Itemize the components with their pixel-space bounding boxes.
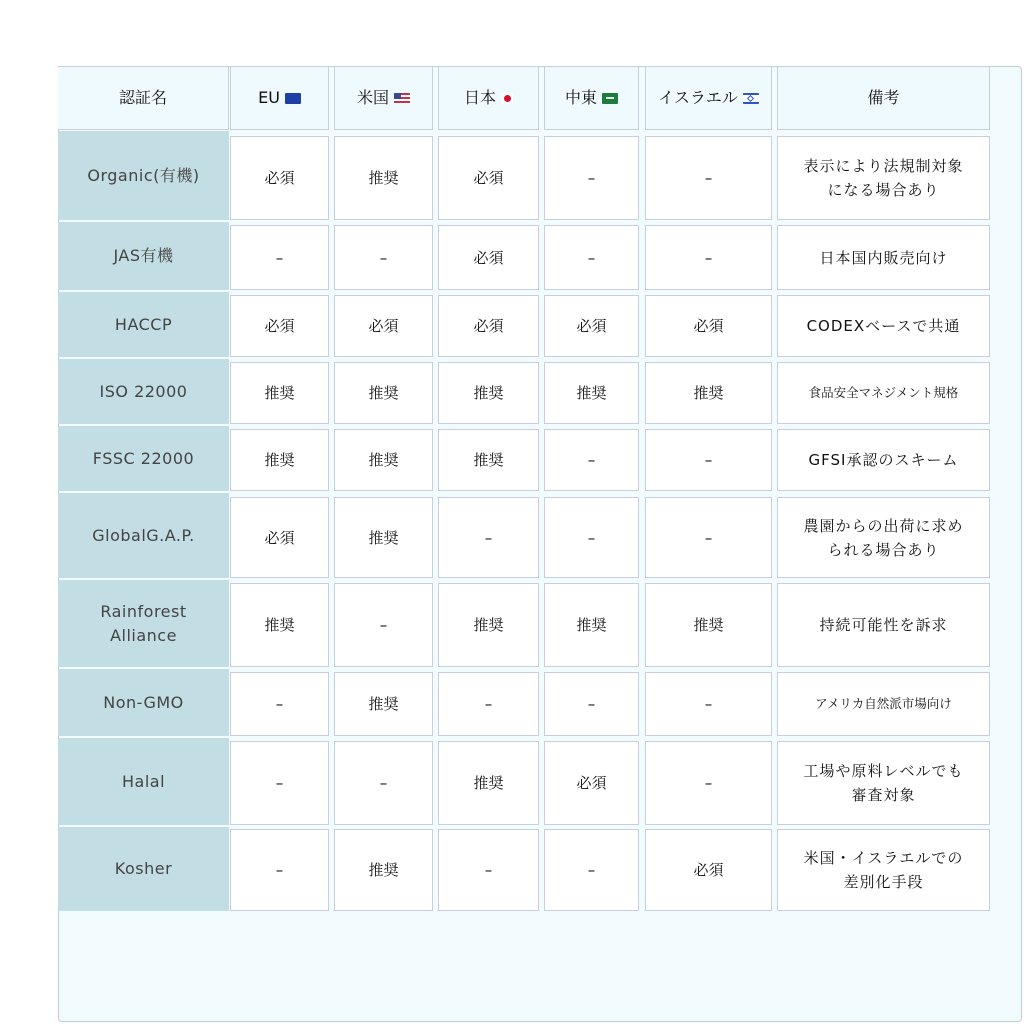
requirement-value: – — [275, 695, 284, 713]
remarks-cell — [777, 362, 990, 424]
requirement-value: 必須 — [368, 317, 399, 335]
requirement-cell-eu — [230, 225, 329, 290]
requirement-value: – — [484, 695, 493, 713]
remarks-cell — [777, 829, 990, 911]
requirement-value: 推奨 — [576, 384, 607, 402]
requirement-cell-jp — [438, 225, 539, 290]
header-us-label: 米国 — [356, 88, 389, 107]
requirement-value: 必須 — [576, 317, 607, 335]
requirement-cell-me — [544, 741, 639, 825]
requirement-cell-me — [544, 583, 639, 667]
requirement-cell-il — [645, 741, 772, 825]
remarks-cell — [777, 136, 990, 220]
japan-flag-icon — [501, 93, 513, 104]
requirement-cell-il — [645, 429, 772, 491]
requirement-value: 必須 — [264, 528, 295, 547]
requirement-cell-us — [334, 829, 433, 911]
requirement-cell-eu — [230, 362, 329, 424]
certification-name-cell — [58, 292, 229, 357]
requirement-cell-me — [544, 829, 639, 911]
requirement-value: 推奨 — [368, 451, 399, 469]
remarks-text: CODEXベースで共通 — [806, 317, 961, 335]
requirement-value: – — [379, 774, 388, 792]
requirement-cell-jp — [438, 362, 539, 424]
requirement-value: 必須 — [693, 317, 724, 335]
requirement-cell-jp — [438, 497, 539, 578]
requirement-cell-il — [645, 362, 772, 424]
header-jp — [438, 66, 539, 130]
remarks-text: 食品安全マネジメント規格 — [808, 385, 959, 400]
certification-name-cell — [58, 827, 229, 911]
requirement-value: 推奨 — [473, 616, 504, 634]
requirement-cell-me — [544, 362, 639, 424]
requirement-cell-eu — [230, 829, 329, 911]
requirement-cell-us — [334, 225, 433, 290]
requirement-value: 推奨 — [576, 616, 607, 634]
requirement-value: 推奨 — [264, 451, 295, 469]
certification-name-cell — [58, 222, 229, 290]
requirement-cell-jp — [438, 583, 539, 667]
requirement-cell-us — [334, 429, 433, 491]
requirement-value: – — [587, 695, 596, 713]
requirement-value: 必須 — [473, 248, 504, 267]
remarks-text: 日本国内販売向け — [819, 248, 948, 267]
certification-name: GlobalG.A.P. — [92, 525, 195, 545]
requirement-cell-me — [544, 225, 639, 290]
requirement-cell-me — [544, 136, 639, 220]
certification-name-cell — [58, 359, 229, 424]
requirement-value: – — [275, 774, 284, 792]
requirement-cell-eu — [230, 672, 329, 736]
requirement-value: – — [379, 248, 388, 267]
requirement-cell-eu — [230, 583, 329, 667]
requirement-cell-us — [334, 583, 433, 667]
header-us — [334, 66, 433, 130]
requirement-value: – — [275, 861, 284, 879]
requirement-cell-me — [544, 295, 639, 357]
certification-name-cell — [58, 669, 229, 736]
requirement-value: – — [704, 695, 713, 713]
requirement-value: 推奨 — [368, 169, 399, 187]
remarks-text: 工場や原料レベルでも審査対象 — [803, 762, 964, 804]
requirement-value: 必須 — [264, 169, 295, 187]
remarks-cell — [777, 672, 990, 736]
certification-name-cell — [58, 426, 229, 491]
requirement-value: 推奨 — [693, 384, 724, 402]
header-name-label: 認証名 — [118, 88, 167, 107]
remarks-text: アメリカ自然派市場向け — [815, 696, 952, 711]
remarks-text: 表示により法規制対象になる場合あり — [803, 157, 964, 199]
requirement-cell-us — [334, 741, 433, 825]
header-eu-label: EU — [258, 88, 280, 107]
requirement-value: – — [587, 451, 596, 469]
requirement-cell-il — [645, 136, 772, 220]
requirement-cell-jp — [438, 136, 539, 220]
requirement-cell-eu — [230, 295, 329, 357]
requirement-value: – — [587, 169, 596, 187]
requirement-value: 推奨 — [473, 774, 504, 792]
requirement-value: 必須 — [473, 317, 504, 335]
requirement-cell-us — [334, 295, 433, 357]
remarks-text: 農園からの出荷に求められる場合あり — [803, 516, 964, 559]
header-note-label: 備考 — [867, 88, 900, 107]
remarks-cell — [777, 295, 990, 357]
certification-name-cell — [58, 493, 229, 578]
requirement-cell-us — [334, 672, 433, 736]
requirement-cell-eu — [230, 497, 329, 578]
requirement-value: – — [587, 861, 596, 879]
certification-name-cell — [58, 738, 229, 825]
requirement-value: – — [704, 248, 713, 267]
requirement-value: – — [587, 528, 596, 547]
certification-name: HACCP — [114, 314, 173, 334]
certification-name-cell — [58, 580, 229, 667]
remarks-cell — [777, 429, 990, 491]
certification-name: JAS有機 — [113, 246, 174, 265]
certification-name: FSSC 22000 — [92, 448, 195, 468]
requirement-cell-eu — [230, 429, 329, 491]
requirement-value: 推奨 — [368, 528, 399, 547]
requirement-cell-me — [544, 672, 639, 736]
requirement-value: – — [587, 248, 596, 267]
requirement-cell-us — [334, 497, 433, 578]
requirement-cell-il — [645, 225, 772, 290]
requirement-cell-jp — [438, 741, 539, 825]
certification-name: ISO 22000 — [99, 381, 188, 401]
certification-name-cell — [58, 131, 229, 220]
israel-flag-icon — [743, 93, 759, 104]
requirement-value: 必須 — [264, 317, 295, 335]
certification-name: Non-GMO — [103, 692, 184, 712]
requirement-value: – — [704, 451, 713, 469]
requirement-cell-il — [645, 583, 772, 667]
requirement-value: – — [704, 169, 713, 187]
remarks-cell — [777, 741, 990, 825]
header-note — [777, 66, 990, 130]
header-me — [544, 66, 639, 130]
requirement-cell-us — [334, 362, 433, 424]
remarks-cell — [777, 225, 990, 290]
header-il — [645, 66, 772, 130]
requirement-value: 必須 — [576, 774, 607, 792]
requirement-value: 必須 — [693, 861, 724, 879]
header-jp-label: 日本 — [463, 88, 496, 107]
requirement-value: 推奨 — [264, 616, 295, 634]
certification-name: Kosher — [114, 859, 173, 878]
requirement-cell-jp — [438, 672, 539, 736]
requirement-value: – — [704, 528, 713, 547]
requirement-value: – — [379, 616, 388, 634]
requirement-value: – — [275, 248, 284, 267]
header-eu — [230, 66, 329, 130]
requirement-value: 推奨 — [368, 384, 399, 402]
requirement-cell-il — [645, 295, 772, 357]
requirement-cell-eu — [230, 741, 329, 825]
requirement-cell-me — [544, 429, 639, 491]
us-flag-icon — [394, 93, 410, 104]
certification-name: Rainforest Alliance — [100, 601, 187, 645]
remarks-text: 持続可能性を訴求 — [819, 616, 948, 634]
requirement-cell-il — [645, 829, 772, 911]
remarks-cell — [777, 583, 990, 667]
requirement-value: 推奨 — [264, 384, 295, 402]
requirement-cell-us — [334, 136, 433, 220]
requirement-value: – — [704, 774, 713, 792]
requirement-value: 推奨 — [473, 384, 504, 402]
requirement-value: 推奨 — [368, 695, 399, 713]
requirement-cell-eu — [230, 136, 329, 220]
requirement-cell-me — [544, 497, 639, 578]
requirement-cell-jp — [438, 295, 539, 357]
eu-flag-icon — [285, 93, 301, 104]
certification-name: Organic(有機) — [87, 165, 200, 185]
requirement-value: 必須 — [473, 169, 504, 187]
requirement-value: 推奨 — [693, 616, 724, 634]
remarks-text: 米国・イスラエルでの差別化手段 — [803, 849, 964, 891]
header-name — [58, 66, 229, 130]
certification-name: Halal — [121, 771, 166, 791]
remarks-text: GFSI承認のスキーム — [808, 451, 959, 469]
requirement-value: 推奨 — [368, 861, 399, 879]
requirement-value: – — [484, 861, 493, 879]
header-il-label: イスラエル — [658, 88, 738, 107]
saudi-flag-icon — [602, 93, 618, 104]
requirement-value: 推奨 — [473, 451, 504, 469]
requirement-value: – — [484, 528, 493, 547]
requirement-cell-jp — [438, 429, 539, 491]
remarks-cell — [777, 497, 990, 578]
header-me-label: 中東 — [564, 88, 597, 107]
requirement-cell-jp — [438, 829, 539, 911]
requirement-cell-il — [645, 497, 772, 578]
requirement-cell-il — [645, 672, 772, 736]
